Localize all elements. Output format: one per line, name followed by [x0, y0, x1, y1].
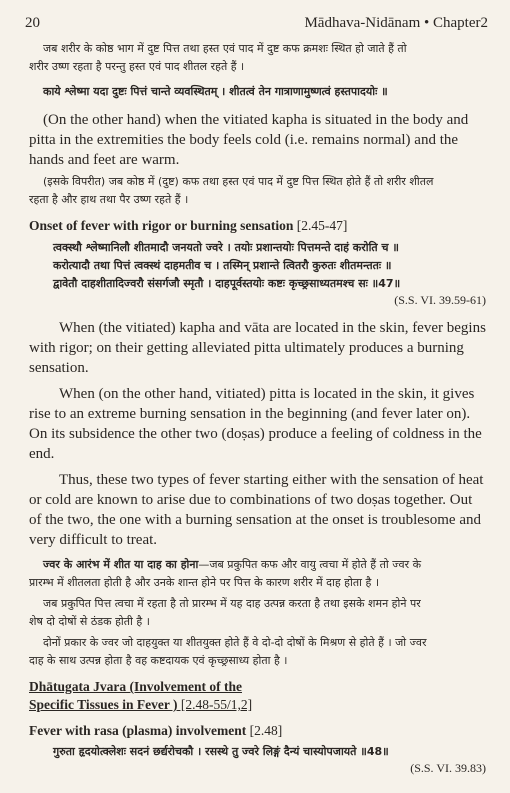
hindi-subheading: ज्वर के आरंभ में शीत या दाह का होना [43, 558, 199, 571]
english-paragraph-1: (On the other hand) when the vitiated kapha is situated in the body and pitta in the extremities the body feels cold (i.e. remains normal) and the hands and feet are warm. [29, 112, 469, 168]
english-paragraph-3: When (on the other hand, vitiated) pitta is located in the skin, it gives rise to an extreme burning sensation in the beginning (and fever later on). On its subsidence the other two (doṣas) produce a feeling of coldness in the end. [29, 386, 482, 462]
sanskrit-verse-2: त्वक्स्थौ श्लेष्मानिलौ शीतमादौ जनयतो ज्वरे । तयोः प्रशान्तयोः पित्तमन्ते दाहं करोति च ॥ करोत्यादौ तथा पित्तं त्वक्स्थं दाहमतीव च । तस्मिन् प्रशान्ते त्वितरौ कुरुतः शीतमन्ततः ॥ द्वावेतौ दाहशीतादिज्वरौ संसर्गजौ स्मृतौ । दाहपूर्वस्तयोः कष्टः कृच्छ्रसाध्यतमश्च सः ॥47॥ [53, 241, 401, 290]
hindi-paragraph-2: (इसके विपरीत) जब कोष्ठ में (दुष्ट) कफ तथा हस्त एवं पाद में दुष्ट पित्त स्थित होते हैं तो शरीर शीतल रहता है और हाथ तथा पैर उष्ण रहते हैं । [29, 175, 434, 206]
page-number: 20 [25, 15, 40, 31]
hindi-paragraph-4: जब प्रकुपित पित्त त्वचा में रहता है तो प्रारम्भ में यह दाह उत्पन्न करता है तथा इसके शमन होने पर शेष दो दोषों से ठंडक होती है । [29, 597, 421, 628]
section-heading-dhatugata: Dhātugata Jvara (Involvement of the Specific Tissues in Fever ) [2.48-55/1,2] [29, 679, 253, 712]
sanskrit-verse-1: काये श्लेष्मा यदा दुष्टः पित्तं चान्ते व्यवस्थितम् । शीतत्वं तेन गात्राणामुष्णत्वं हस्तपादयोः ॥ [43, 85, 388, 98]
sanskrit-verse-3: गुरुता हृदयोत्क्लेशः सदनं छर्द्यरोचकौ । रसस्थे तु ज्वरे लिङ्गं दैन्यं चास्योपजायते ॥48॥ [53, 745, 389, 758]
section-heading-onset: Onset of fever with rigor or burning sensation [2.45-47] [29, 218, 348, 233]
hindi-paragraph-5: दोनों प्रकार के ज्वर जो दाहयुक्त या शीतयुक्त होते हैं वे दो-दो दोषों के मिश्रण से होते हैं । जो ज्वर दाह के साथ उत्पन्न होता है वह कष्टदायक एवं कृच्छ्रसाध्य होता है । [29, 636, 427, 667]
running-title: Mādhava-Nidānam • Chapter2 [304, 15, 488, 31]
page-content [29, 40, 486, 776]
hindi-paragraph-1: जब शरीर के कोष्ठ भाग में दुष्ट पित्त तथा हस्त एवं पाद में दुष्ट कफ क्रमशः स्थित हो जाते हैं तो शरीर उष्ण रहता है परन्तु हस्त एवं पाद शीतल रहते हैं । [29, 42, 407, 73]
section-heading-rasa: Fever with rasa (plasma) involvement [2.48] [29, 723, 283, 738]
verse-reference-1: (S.S. VI. 39.59-61) [394, 293, 486, 307]
english-paragraph-2: When (the vitiated) kapha and vāta are located in the skin, fever begins with rigor; on their getting alleviated pitta ultimately produces a burning sensation. [29, 320, 486, 376]
verse-reference-2: (S.S. VI. 39.83) [410, 761, 486, 775]
hindi-paragraph-3: ज्वर के आरंभ में शीत या दाह का होना—जब प्रकुपित कफ और वायु त्वचा में होते हैं तो ज्वर के प्रारम्भ में शीतलता होती है और उनके शान्त होने पर पित्त के कारण शरीर में दाह होता है । [29, 558, 422, 589]
english-paragraph-4: Thus, these two types of fever starting either with the sensation of heat or cold are known to arise due to combinations of two doṣas together. Out of the two, the one with a burning sensation at the onset is troublesome and very difficult to treat. [29, 472, 484, 548]
page-header [25, 15, 488, 33]
